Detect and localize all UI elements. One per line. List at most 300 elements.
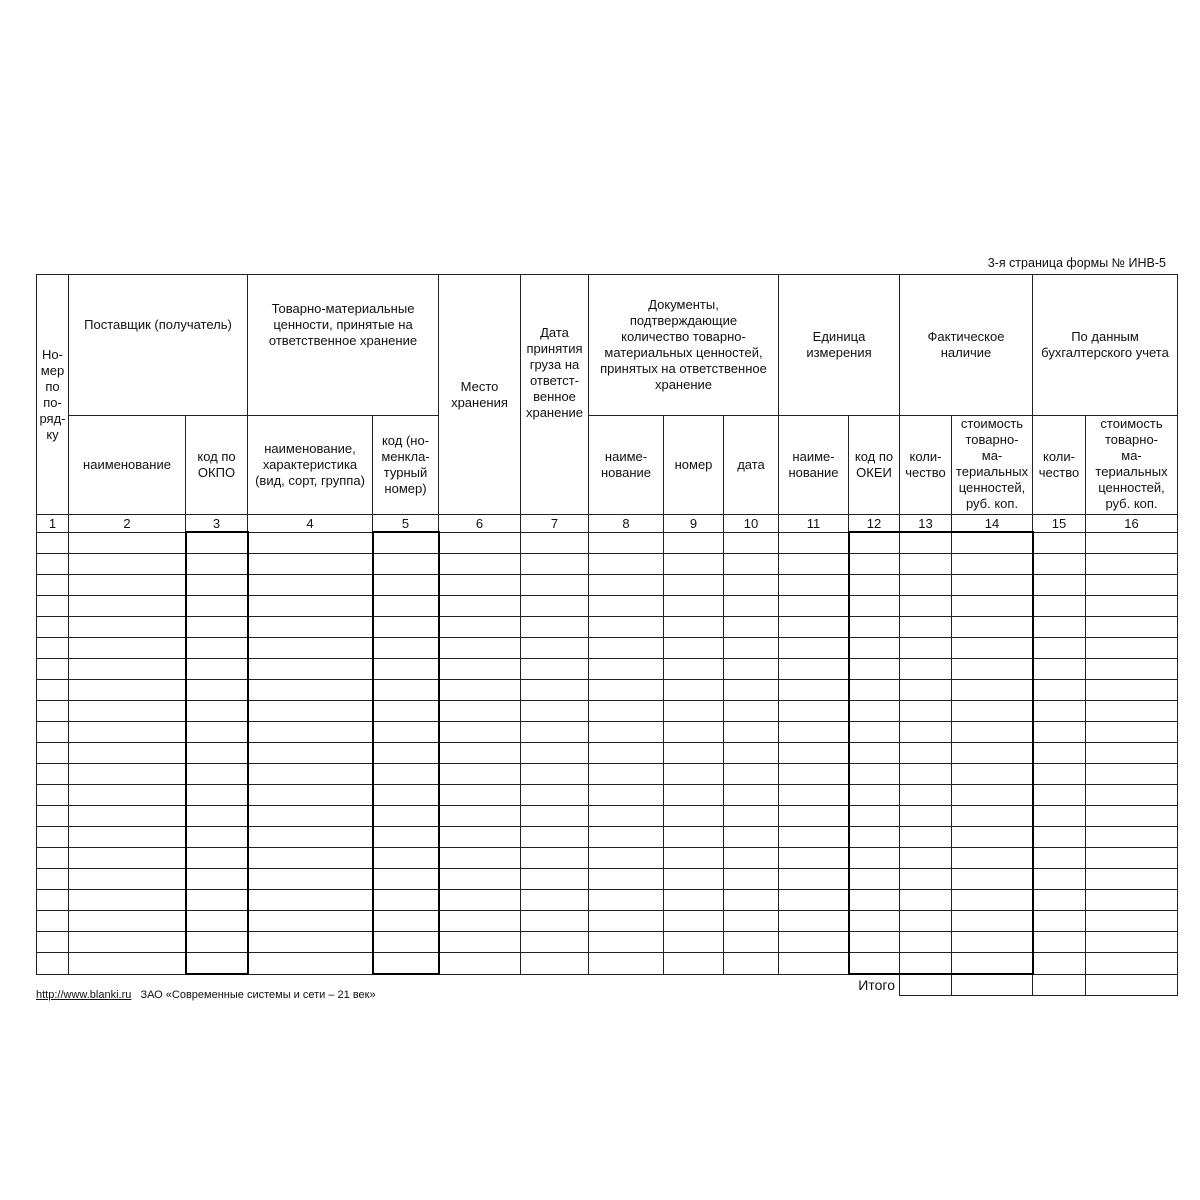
table-cell[interactable]	[779, 701, 849, 722]
table-cell[interactable]	[849, 806, 900, 827]
table-cell[interactable]	[779, 806, 849, 827]
table-cell[interactable]	[724, 680, 779, 701]
table-cell[interactable]	[186, 953, 248, 975]
table-cell[interactable]	[248, 806, 373, 827]
table-cell[interactable]	[1086, 911, 1178, 932]
table-cell[interactable]	[248, 659, 373, 680]
table-cell[interactable]	[439, 848, 521, 869]
table-cell[interactable]	[849, 764, 900, 785]
table-cell[interactable]	[589, 932, 664, 953]
table-cell[interactable]	[1086, 806, 1178, 827]
total-cell[interactable]	[1086, 974, 1178, 996]
table-cell[interactable]	[248, 532, 373, 554]
table-cell[interactable]	[373, 932, 439, 953]
table-cell[interactable]	[1033, 701, 1086, 722]
table-cell[interactable]	[849, 554, 900, 575]
table-cell[interactable]	[1033, 659, 1086, 680]
table-cell[interactable]	[779, 953, 849, 975]
table-cell[interactable]	[373, 764, 439, 785]
table-cell[interactable]	[1033, 638, 1086, 659]
table-cell[interactable]	[724, 806, 779, 827]
table-cell[interactable]	[589, 680, 664, 701]
table-cell[interactable]	[724, 596, 779, 617]
table-cell[interactable]	[849, 890, 900, 911]
table-cell[interactable]	[724, 617, 779, 638]
table-cell[interactable]	[664, 701, 724, 722]
table-cell[interactable]	[589, 911, 664, 932]
table-cell[interactable]	[521, 638, 589, 659]
table-cell[interactable]	[589, 785, 664, 806]
table-cell[interactable]	[849, 869, 900, 890]
table-cell[interactable]	[37, 911, 69, 932]
table-cell[interactable]	[952, 680, 1033, 701]
table-cell[interactable]	[521, 953, 589, 975]
table-cell[interactable]	[439, 575, 521, 596]
table-cell[interactable]	[69, 680, 186, 701]
table-cell[interactable]	[1086, 575, 1178, 596]
table-cell[interactable]	[186, 659, 248, 680]
table-cell[interactable]	[779, 911, 849, 932]
table-cell[interactable]	[779, 554, 849, 575]
table-cell[interactable]	[439, 806, 521, 827]
table-cell[interactable]	[664, 848, 724, 869]
table-cell[interactable]	[1033, 680, 1086, 701]
table-cell[interactable]	[589, 722, 664, 743]
table-cell[interactable]	[69, 532, 186, 554]
table-cell[interactable]	[900, 953, 952, 975]
table-cell[interactable]	[849, 659, 900, 680]
total-cell[interactable]	[1033, 974, 1086, 996]
table-cell[interactable]	[248, 701, 373, 722]
table-cell[interactable]	[664, 911, 724, 932]
table-cell[interactable]	[849, 617, 900, 638]
table-cell[interactable]	[589, 806, 664, 827]
table-cell[interactable]	[952, 890, 1033, 911]
table-cell[interactable]	[779, 722, 849, 743]
table-cell[interactable]	[69, 596, 186, 617]
table-cell[interactable]	[186, 638, 248, 659]
table-cell[interactable]	[849, 827, 900, 848]
table-cell[interactable]	[37, 722, 69, 743]
table-cell[interactable]	[724, 890, 779, 911]
table-cell[interactable]	[37, 701, 69, 722]
table-cell[interactable]	[849, 596, 900, 617]
table-cell[interactable]	[373, 911, 439, 932]
table-cell[interactable]	[724, 785, 779, 806]
table-cell[interactable]	[439, 680, 521, 701]
table-cell[interactable]	[952, 911, 1033, 932]
table-cell[interactable]	[900, 596, 952, 617]
table-cell[interactable]	[1086, 848, 1178, 869]
table-cell[interactable]	[664, 890, 724, 911]
table-cell[interactable]	[900, 890, 952, 911]
table-cell[interactable]	[724, 911, 779, 932]
table-cell[interactable]	[37, 617, 69, 638]
table-cell[interactable]	[779, 617, 849, 638]
table-cell[interactable]	[521, 785, 589, 806]
table-cell[interactable]	[439, 911, 521, 932]
table-cell[interactable]	[439, 617, 521, 638]
table-cell[interactable]	[849, 575, 900, 596]
table-cell[interactable]	[952, 932, 1033, 953]
table-cell[interactable]	[248, 785, 373, 806]
table-cell[interactable]	[521, 869, 589, 890]
table-cell[interactable]	[186, 743, 248, 764]
table-cell[interactable]	[69, 575, 186, 596]
table-cell[interactable]	[521, 827, 589, 848]
table-cell[interactable]	[37, 596, 69, 617]
table-cell[interactable]	[1033, 953, 1086, 975]
table-cell[interactable]	[589, 532, 664, 554]
table-cell[interactable]	[664, 659, 724, 680]
table-cell[interactable]	[1086, 764, 1178, 785]
table-cell[interactable]	[900, 575, 952, 596]
table-cell[interactable]	[900, 659, 952, 680]
table-cell[interactable]	[952, 806, 1033, 827]
table-cell[interactable]	[186, 701, 248, 722]
table-cell[interactable]	[900, 827, 952, 848]
table-cell[interactable]	[186, 911, 248, 932]
table-cell[interactable]	[952, 575, 1033, 596]
table-cell[interactable]	[69, 848, 186, 869]
table-cell[interactable]	[849, 911, 900, 932]
table-cell[interactable]	[849, 701, 900, 722]
table-cell[interactable]	[373, 617, 439, 638]
table-cell[interactable]	[248, 932, 373, 953]
table-cell[interactable]	[37, 785, 69, 806]
table-cell[interactable]	[1033, 596, 1086, 617]
table-cell[interactable]	[952, 869, 1033, 890]
table-cell[interactable]	[69, 827, 186, 848]
table-cell[interactable]	[521, 764, 589, 785]
table-cell[interactable]	[373, 575, 439, 596]
table-cell[interactable]	[952, 764, 1033, 785]
table-cell[interactable]	[664, 638, 724, 659]
table-cell[interactable]	[952, 596, 1033, 617]
table-cell[interactable]	[439, 827, 521, 848]
table-cell[interactable]	[186, 596, 248, 617]
table-cell[interactable]	[373, 827, 439, 848]
table-cell[interactable]	[186, 848, 248, 869]
table-cell[interactable]	[779, 764, 849, 785]
table-cell[interactable]	[69, 785, 186, 806]
table-cell[interactable]	[952, 953, 1033, 975]
table-cell[interactable]	[186, 617, 248, 638]
table-cell[interactable]	[1086, 722, 1178, 743]
table-cell[interactable]	[779, 575, 849, 596]
table-cell[interactable]	[521, 848, 589, 869]
table-cell[interactable]	[1033, 575, 1086, 596]
table-cell[interactable]	[69, 890, 186, 911]
table-cell[interactable]	[1033, 848, 1086, 869]
table-cell[interactable]	[1033, 911, 1086, 932]
table-cell[interactable]	[1086, 617, 1178, 638]
table-cell[interactable]	[37, 932, 69, 953]
table-cell[interactable]	[589, 848, 664, 869]
table-cell[interactable]	[439, 638, 521, 659]
table-cell[interactable]	[1086, 890, 1178, 911]
table-cell[interactable]	[439, 532, 521, 554]
table-cell[interactable]	[37, 575, 69, 596]
table-cell[interactable]	[589, 890, 664, 911]
table-cell[interactable]	[37, 638, 69, 659]
table-cell[interactable]	[900, 932, 952, 953]
table-cell[interactable]	[37, 764, 69, 785]
table-cell[interactable]	[664, 953, 724, 975]
table-cell[interactable]	[724, 701, 779, 722]
table-cell[interactable]	[589, 575, 664, 596]
table-cell[interactable]	[900, 722, 952, 743]
table-cell[interactable]	[37, 680, 69, 701]
table-cell[interactable]	[900, 848, 952, 869]
table-cell[interactable]	[589, 827, 664, 848]
table-cell[interactable]	[779, 890, 849, 911]
table-cell[interactable]	[69, 764, 186, 785]
table-cell[interactable]	[373, 848, 439, 869]
table-cell[interactable]	[589, 743, 664, 764]
table-cell[interactable]	[248, 680, 373, 701]
table-cell[interactable]	[521, 617, 589, 638]
table-cell[interactable]	[373, 722, 439, 743]
table-cell[interactable]	[1086, 953, 1178, 975]
table-cell[interactable]	[664, 596, 724, 617]
table-cell[interactable]	[373, 890, 439, 911]
table-cell[interactable]	[439, 785, 521, 806]
table-cell[interactable]	[373, 638, 439, 659]
table-cell[interactable]	[849, 743, 900, 764]
table-cell[interactable]	[1033, 785, 1086, 806]
table-cell[interactable]	[589, 701, 664, 722]
table-cell[interactable]	[724, 532, 779, 554]
table-cell[interactable]	[724, 575, 779, 596]
table-cell[interactable]	[373, 596, 439, 617]
table-cell[interactable]	[724, 638, 779, 659]
table-cell[interactable]	[1086, 532, 1178, 554]
table-cell[interactable]	[900, 869, 952, 890]
table-cell[interactable]	[439, 554, 521, 575]
table-cell[interactable]	[1086, 680, 1178, 701]
table-cell[interactable]	[186, 722, 248, 743]
table-cell[interactable]	[952, 848, 1033, 869]
table-cell[interactable]	[439, 869, 521, 890]
table-cell[interactable]	[248, 554, 373, 575]
table-cell[interactable]	[37, 848, 69, 869]
table-cell[interactable]	[900, 701, 952, 722]
table-cell[interactable]	[664, 722, 724, 743]
table-cell[interactable]	[1033, 532, 1086, 554]
table-cell[interactable]	[724, 743, 779, 764]
table-cell[interactable]	[779, 638, 849, 659]
table-cell[interactable]	[779, 659, 849, 680]
table-cell[interactable]	[439, 701, 521, 722]
table-cell[interactable]	[589, 659, 664, 680]
table-cell[interactable]	[248, 638, 373, 659]
table-cell[interactable]	[373, 701, 439, 722]
table-cell[interactable]	[664, 617, 724, 638]
table-cell[interactable]	[952, 701, 1033, 722]
table-cell[interactable]	[186, 680, 248, 701]
table-cell[interactable]	[664, 764, 724, 785]
table-cell[interactable]	[589, 764, 664, 785]
table-cell[interactable]	[589, 554, 664, 575]
table-cell[interactable]	[664, 532, 724, 554]
table-cell[interactable]	[248, 743, 373, 764]
table-cell[interactable]	[779, 785, 849, 806]
table-cell[interactable]	[37, 953, 69, 975]
table-cell[interactable]	[521, 932, 589, 953]
total-cell[interactable]	[952, 974, 1033, 996]
table-cell[interactable]	[37, 827, 69, 848]
table-cell[interactable]	[900, 743, 952, 764]
table-cell[interactable]	[69, 701, 186, 722]
table-cell[interactable]	[1033, 890, 1086, 911]
table-cell[interactable]	[849, 638, 900, 659]
table-cell[interactable]	[779, 932, 849, 953]
table-cell[interactable]	[952, 659, 1033, 680]
table-cell[interactable]	[779, 827, 849, 848]
table-cell[interactable]	[248, 890, 373, 911]
table-cell[interactable]	[849, 953, 900, 975]
table-cell[interactable]	[589, 638, 664, 659]
table-cell[interactable]	[1033, 617, 1086, 638]
footer-link[interactable]: http://www.blanki.ru	[36, 989, 132, 1001]
table-cell[interactable]	[521, 659, 589, 680]
table-cell[interactable]	[37, 890, 69, 911]
table-cell[interactable]	[37, 532, 69, 554]
table-cell[interactable]	[186, 827, 248, 848]
table-cell[interactable]	[521, 532, 589, 554]
table-cell[interactable]	[1086, 596, 1178, 617]
table-cell[interactable]	[37, 743, 69, 764]
table-cell[interactable]	[373, 785, 439, 806]
table-cell[interactable]	[248, 596, 373, 617]
table-cell[interactable]	[779, 532, 849, 554]
table-cell[interactable]	[900, 532, 952, 554]
table-cell[interactable]	[1033, 869, 1086, 890]
table-cell[interactable]	[1086, 785, 1178, 806]
table-cell[interactable]	[521, 596, 589, 617]
table-cell[interactable]	[849, 785, 900, 806]
table-cell[interactable]	[439, 659, 521, 680]
table-cell[interactable]	[186, 806, 248, 827]
table-cell[interactable]	[900, 638, 952, 659]
table-cell[interactable]	[664, 680, 724, 701]
table-cell[interactable]	[1033, 743, 1086, 764]
table-cell[interactable]	[69, 617, 186, 638]
table-cell[interactable]	[900, 911, 952, 932]
table-cell[interactable]	[664, 575, 724, 596]
table-cell[interactable]	[900, 680, 952, 701]
table-cell[interactable]	[900, 617, 952, 638]
table-cell[interactable]	[37, 659, 69, 680]
table-cell[interactable]	[521, 575, 589, 596]
table-cell[interactable]	[1086, 638, 1178, 659]
total-cell[interactable]	[900, 974, 952, 996]
table-cell[interactable]	[589, 869, 664, 890]
table-cell[interactable]	[1033, 764, 1086, 785]
table-cell[interactable]	[849, 848, 900, 869]
table-cell[interactable]	[724, 869, 779, 890]
table-cell[interactable]	[664, 869, 724, 890]
table-cell[interactable]	[373, 743, 439, 764]
table-cell[interactable]	[439, 932, 521, 953]
table-cell[interactable]	[69, 743, 186, 764]
table-cell[interactable]	[589, 596, 664, 617]
table-cell[interactable]	[248, 575, 373, 596]
table-cell[interactable]	[69, 932, 186, 953]
table-cell[interactable]	[439, 596, 521, 617]
table-cell[interactable]	[952, 532, 1033, 554]
table-cell[interactable]	[664, 743, 724, 764]
table-cell[interactable]	[439, 722, 521, 743]
table-cell[interactable]	[248, 764, 373, 785]
table-cell[interactable]	[373, 953, 439, 975]
table-cell[interactable]	[521, 911, 589, 932]
table-cell[interactable]	[849, 532, 900, 554]
table-cell[interactable]	[373, 532, 439, 554]
table-cell[interactable]	[439, 953, 521, 975]
table-cell[interactable]	[724, 554, 779, 575]
table-cell[interactable]	[779, 596, 849, 617]
table-cell[interactable]	[69, 659, 186, 680]
table-cell[interactable]	[952, 554, 1033, 575]
table-cell[interactable]	[248, 617, 373, 638]
table-cell[interactable]	[664, 827, 724, 848]
table-cell[interactable]	[724, 848, 779, 869]
table-cell[interactable]	[186, 554, 248, 575]
table-cell[interactable]	[900, 764, 952, 785]
table-cell[interactable]	[186, 869, 248, 890]
table-cell[interactable]	[724, 932, 779, 953]
table-cell[interactable]	[1033, 722, 1086, 743]
table-cell[interactable]	[952, 638, 1033, 659]
table-cell[interactable]	[373, 659, 439, 680]
table-cell[interactable]	[1033, 932, 1086, 953]
table-cell[interactable]	[952, 785, 1033, 806]
table-cell[interactable]	[186, 932, 248, 953]
table-cell[interactable]	[521, 806, 589, 827]
table-cell[interactable]	[69, 953, 186, 975]
table-cell[interactable]	[900, 554, 952, 575]
table-cell[interactable]	[664, 806, 724, 827]
table-cell[interactable]	[248, 848, 373, 869]
table-cell[interactable]	[69, 806, 186, 827]
table-cell[interactable]	[521, 554, 589, 575]
table-cell[interactable]	[248, 869, 373, 890]
table-cell[interactable]	[1086, 659, 1178, 680]
table-cell[interactable]	[779, 743, 849, 764]
table-cell[interactable]	[439, 890, 521, 911]
table-cell[interactable]	[186, 575, 248, 596]
table-cell[interactable]	[724, 827, 779, 848]
table-cell[interactable]	[664, 932, 724, 953]
table-cell[interactable]	[373, 554, 439, 575]
table-cell[interactable]	[69, 722, 186, 743]
table-cell[interactable]	[521, 701, 589, 722]
table-cell[interactable]	[248, 911, 373, 932]
table-cell[interactable]	[664, 554, 724, 575]
table-cell[interactable]	[1033, 827, 1086, 848]
table-cell[interactable]	[589, 617, 664, 638]
table-cell[interactable]	[37, 806, 69, 827]
table-cell[interactable]	[1033, 554, 1086, 575]
table-cell[interactable]	[952, 743, 1033, 764]
table-cell[interactable]	[1086, 869, 1178, 890]
table-cell[interactable]	[439, 743, 521, 764]
table-cell[interactable]	[521, 890, 589, 911]
table-cell[interactable]	[952, 827, 1033, 848]
table-cell[interactable]	[724, 722, 779, 743]
